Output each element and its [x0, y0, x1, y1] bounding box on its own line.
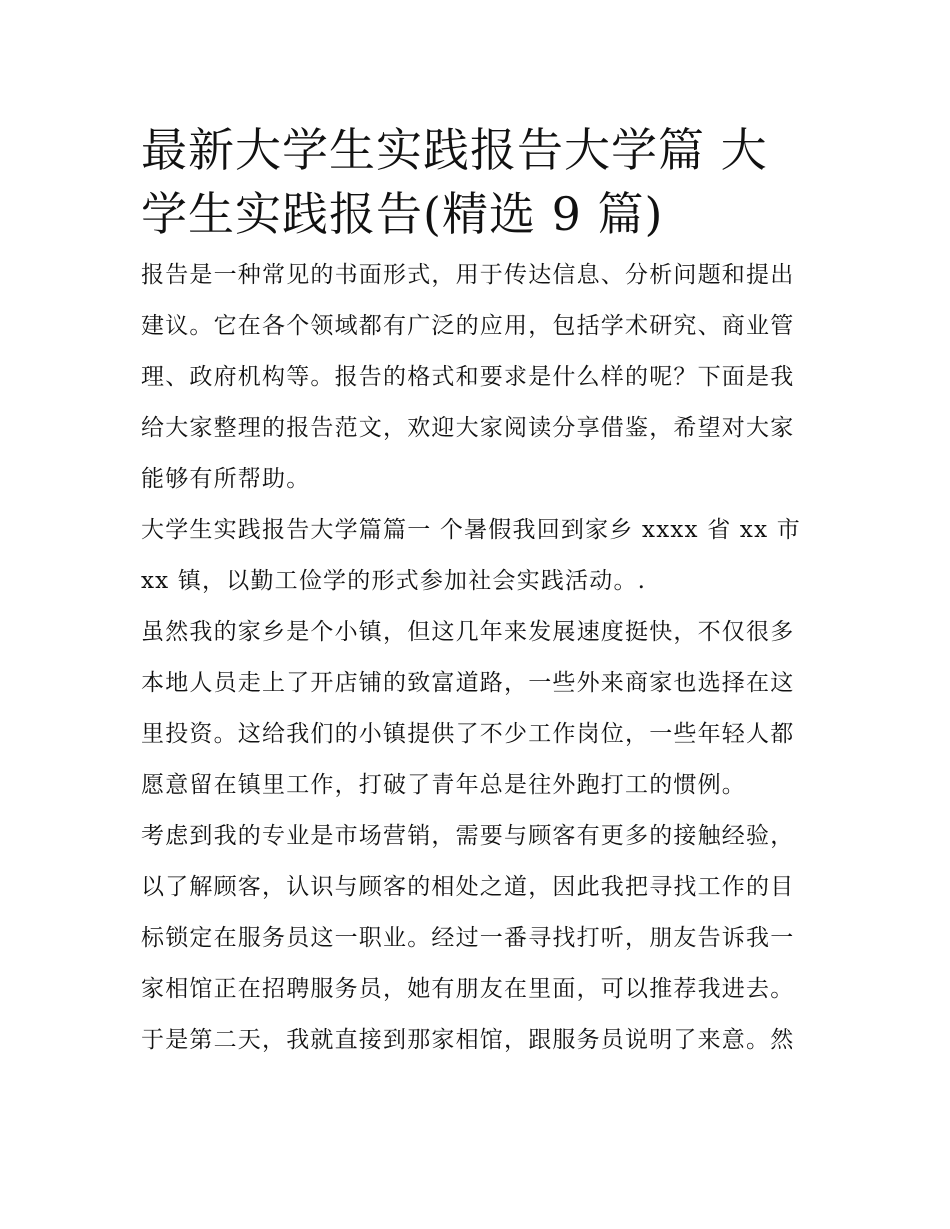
paragraph-job-search: 考虑到我的专业是市场营销，需要与顾客有更多的接触经验，以了解顾客，认识与顾客的相处之道，因此我把寻找工作的目标锁定在服务员这一职业。经过一番寻找打听，朋友告诉我一家相馆正在招聘服务员，她有朋友在里面，可以推荐我进去。于是第二天，我就直接到那家相馆，跟服务员说明了来意。然 [141, 823, 795, 1053]
paragraph-intro: 报告是一种常见的书面形式，用于传达信息、分析问题和提出建议。它在各个领域都有广泛的应用，包括学术研究、商业管理、政府机构等。报告的格式和要求是什么样的呢？下面是我给大家整理的报告范文，欢迎大家阅读分享借鉴，希望对大家能够有所帮助。 [141, 262, 795, 492]
document-title: 最新大学生实践报告大学篇 大学生实践报告(精选 9 篇) [141, 123, 768, 241]
document-page [141, 118, 813, 1066]
paragraph-hometown: 虽然我的家乡是个小镇，但这几年来发展速度挺快，不仅很多本地人员走上了开店铺的致富道路，一些外来商家也选择在这里投资。这给我们的小镇提供了不少工作岗位，一些年轻人都愿意留在镇里工作，打破了青年总是往外跑打工的惯例。 [141, 619, 795, 798]
paragraph-section-one: 大学生实践报告大学篇篇一 个暑假我回到家乡 xxxx 省 xx 市 xx 镇，以勤工俭学的形式参加社会实践活动。. [141, 517, 801, 594]
